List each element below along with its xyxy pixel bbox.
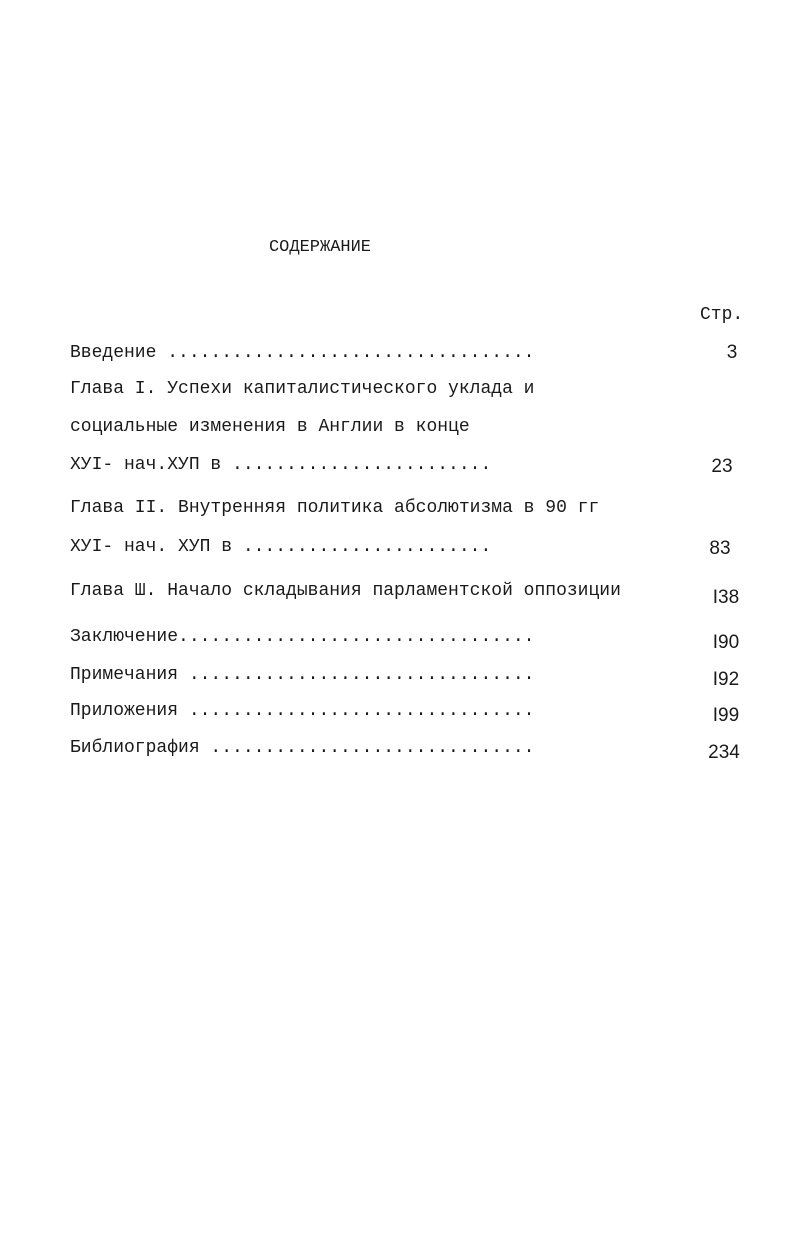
toc-entry-line: Примечания ................................ — [70, 665, 535, 685]
toc-entry-page: 83 — [709, 538, 731, 559]
page-column-label: Стр. — [700, 305, 744, 325]
toc-entry-page: 23 — [711, 456, 733, 477]
toc-entry-line: социальные изменения в Англии в конце — [70, 417, 470, 437]
toc-entry-line: ХУI- нач. ХУП в ....................... — [70, 537, 492, 557]
toc-entry-page: I38 — [712, 587, 740, 608]
toc-entry-page: 234 — [708, 742, 740, 763]
toc-entry-page: I90 — [712, 632, 740, 653]
toc-entry-line: Приложения ................................ — [70, 701, 535, 721]
toc-entry-line: Введение .................................. — [70, 343, 535, 363]
toc-entry-line: Заключение................................. — [70, 627, 535, 647]
toc-entry-line: Библиография .............................. — [70, 738, 535, 758]
page-title: СОДЕРЖАНИЕ — [268, 238, 372, 257]
toc-entry-page: 3 — [726, 342, 738, 363]
toc-entry-line: Глава Ш. Начало складывания парламентской оппозиции — [70, 581, 621, 601]
toc-entry-line: ХУI- нач.ХУП в ........................ — [70, 455, 492, 475]
toc-entry-line: Глава I. Успехи капиталистического уклада и — [70, 379, 535, 399]
toc-entry-line: Глава II. Внутренняя политика абсолютизма в 90 гг — [70, 498, 600, 518]
toc-entry-page: I99 — [712, 705, 740, 726]
toc-entry-page: I92 — [712, 669, 740, 690]
